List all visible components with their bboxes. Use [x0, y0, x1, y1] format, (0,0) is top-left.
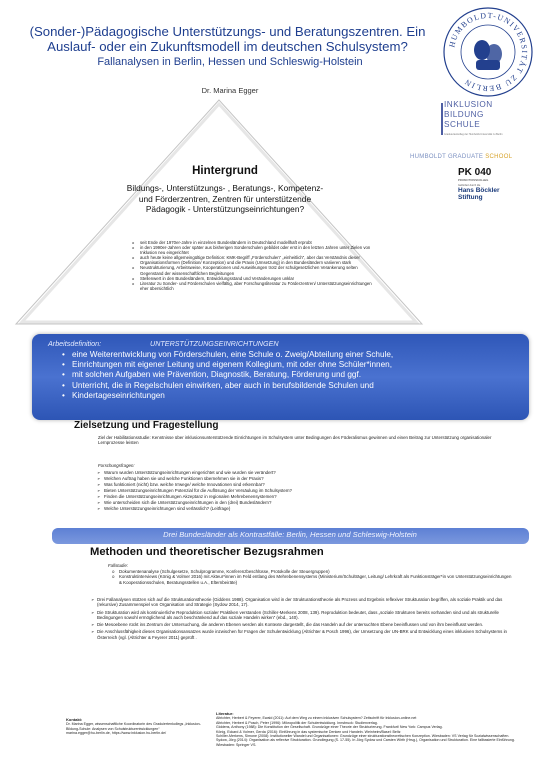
list-item: • Kindertageseinrichtungen — [62, 391, 527, 401]
literature-label: Literatur: — [216, 711, 234, 716]
forschungsfragen-label: Forschungsfragen: — [98, 463, 135, 468]
literature-entry: Sydow, Jörg (2014): Organisation als reflexive Strukturation. Grundlegung (S. 17-55). In Jörg Sydow und Carsten Wirth (Hrsg.), Organisation und Strukturation. Eine fallbasierte Einführung. Wiesbaden: Springer VS. — [216, 738, 515, 747]
methoden-text — [91, 597, 511, 642]
methoden-title: Methoden und theoretischer Bezugsrahmen — [90, 546, 324, 558]
pk-label: PROMOTIONSKOLLEG — [458, 178, 489, 182]
list-item: o Dokumentenanalyse (Schulgesetze, Schulprogramme, Konferenzbeschlüsse, Protokolle der Steuergruppen) — [112, 569, 512, 574]
pk-name-2: Stiftung — [458, 194, 483, 201]
list-item: o in den 1990er-Jahren oder später aus bisherigen Sonderschulen gebildet oder erst in den letzten Jahren unter Zielen von Inklusion neu eingerichtet — [132, 245, 380, 255]
logo-line-1: INKLUSION — [444, 100, 493, 109]
list-item: • Einrichtungen mit eigener Leitung und eigenem Kollegium, mit oder ohne Schüler*innen, — [62, 360, 527, 370]
logo-line-2: BILDUNG — [444, 110, 484, 119]
kontrast-strip-text: Drei Bundesländer als Kontrastfälle: Berlin, Hessen und Schleswig-Holstein — [163, 530, 417, 539]
methoden-paragraph: ➢ Die Mesoebene rückt ins Zentrum der Untersuchung, die anderen Ebenen werden als Kontexte dargestellt, die das Handeln auf der untersuchten Ebene beeinflussen und von ihm beeinflusst werden. — [91, 622, 511, 627]
forschungsfragen-list — [97, 470, 502, 512]
contact-line[interactable]: marina.egger@hu-berlin.de, https://www.inklusion.hu-berlin.de/ — [66, 730, 167, 735]
poster-subtitle: Fallanalysen in Berlin, Hessen und Schleswig-Holstein — [97, 56, 363, 68]
methoden-paragraph: ➢ Die Anschlussfähigkeit dieses Organisationsansatzes wurde inzwischen für Fragen der Schulentwicklung (Altrichter & Posch 1996), der Umsetzung der UN-BRK und Entwicklung eines inklusiven Schulsystems in Österreich (vgl. (Altrichter & Feyerer 2011) geprüft . — [91, 629, 511, 640]
definition-list — [62, 350, 527, 401]
svg-text:HUMBOLDT-UNIVERSITÄT ZU BERLIN: HUMBOLDT-UNIVERSITÄT ZU BERLIN — [447, 10, 530, 94]
logo-bar — [441, 103, 443, 135]
definition-heading: UNTERSTÜTZUNGSEINRICHTUNGEN — [150, 339, 279, 348]
hintergrund-list — [132, 240, 380, 291]
list-item: • mit solchen Aufgaben wie Prävention, Diagnostik, Beratung, Förderung und ggf. — [62, 370, 527, 380]
literature-block — [216, 712, 516, 747]
list-item: o auch heute keine allgemeingültige Definition: KMK-Begriff „Förderschulen“ „einheitlich“, aber das Verständnis dieser Organisationsformen (Definition/ Konzeption) und die Praxis (Umsetzung) in den Bundesländern variieren stark — [132, 255, 380, 265]
literature-entry: König, Eckard & Volmer, Gerda (2016): Einführung in das systemische Denken und Handeln. Weinheim/Basel: Beltz — [216, 729, 401, 734]
contact-label: Kontakt: — [66, 717, 83, 722]
definition-label: Arbeitsdefinition: — [48, 339, 102, 348]
methoden-paragraph: ➢ Die Strukturation wird als kontinuierliche Reproduktion sozialer Praktiken verstanden (Schiller-Merkens 2008, 139). Reproduktion bedeutet, dass „soziale Strukturen bereits vorhanden sind und als strukturelle Bedingungen sowohl ermöglichend als auch beschränkend auf das soziale Handeln wirken“ (ebd., 140). — [91, 610, 511, 621]
literature-entry: Altrichter, Herbert & Posch, Peter (1996): Mikropolitik der Schulentwicklung. Innsbruck: Studienverlag. — [216, 720, 378, 725]
fallstudie-label: Fallstudie: — [108, 563, 129, 568]
contact-block — [66, 718, 206, 735]
author-name: Dr. Marina Egger — [201, 86, 259, 95]
list-item: o Stellenwert in den Bundesländern, Entwicklungsstand und Veränderungen unklar — [132, 276, 380, 281]
pk-funding: Gefördert durch die — [458, 184, 481, 187]
pk-name-1: Hans Böckler — [458, 187, 500, 194]
list-item: o Literatur zu Sonder- und Förderschulen vielfältig, aber Forschungsliteratur zu Förderzentren/ Unterstützungseinrichtungen eher übersichtlich — [132, 281, 380, 291]
list-item: ➢ Wie unterscheiden sich die Unterstützungseinrichtungen in den (drei) Bundesländern? — [97, 500, 502, 506]
list-item: o Neustrukturierung, Arbeitsweise, Kooperationen und Auswirkungen trotz der schulgesetzlichen Verankerung selten Gegenstand der wissenschaftlichen Begleitungen — [132, 265, 380, 275]
zielsetzung-text: Ziel der Habilitationsstudie: Kenntnisse über inklusionsunterstützende Einrichtungen im Schulsystem unter Bedingungen des Föderalismus gewinnen und einen Beitrag zur Unterstützung organisationaler Lernprozesse leisten — [98, 435, 492, 446]
list-item: • eine Weiterentwicklung von Förderschulen, eine Schule o. Zweig/Abteilung einer Schule, — [62, 350, 527, 360]
fallstudie-list — [112, 569, 512, 585]
literature-entry: Schiller-Merkens, Simone (2008): Institutioneller Wandel und Organisationen: Grundzüge einer strukturationstheoretischen Konzeption. Wiesbaden: VS Verlag für Sozialwissenschaften. — [216, 734, 510, 739]
literature-entry: Altrichter, Herbert & Feyerer, Ewald (2011): Auf dem Weg zu einem inklusiven Schulsystem? Zeitschrift für Inklusion-online.net — [216, 716, 417, 721]
logo-caption: Graduiertenkolleg der Humboldt-Universität zu Berlin — [444, 133, 503, 136]
methoden-paragraph: ➢ Drei Fallanalysen stützen sich auf die Strukturationstheorie (Giddens 1988). Organisation wird in der Strukturationstheorie als Prozess und Ergebnis reflexiver Strukturation begriffen, als soziale Praktik und das (rekursive) Zusammenspiel von Organisation und Strategie (Sydow 2014, 17). — [91, 597, 511, 608]
list-item: o Konstruktinterviews (König & Volmer 2016) mit Akteur*innen im Feld entlang des Mehrebenensystems (Ministerium/Schulträger, Leitung/ Lehrkraft als Funktionsträger*in von Unterstützungseinrichtungen & Kooperationsschulen, Beratungsstellen u.A., Elternbeiräte) — [112, 574, 512, 585]
list-item: o seit Ende der 1970er-Jahre in einzelnen Bundesländern in Deutschland modellhaft erprobt — [132, 240, 380, 245]
list-item: ➢ Welchen Auftrag haben sie und welche Funktionen übernehmen sie in der Praxis? — [97, 476, 502, 482]
ibs-logo — [441, 100, 505, 138]
logo-line-3: SCHULE — [444, 120, 481, 129]
pk-number: PK 040 — [458, 167, 492, 178]
university-seal-logo — [440, 4, 536, 100]
zielsetzung-title: Zielsetzung und Fragestellung — [74, 420, 219, 431]
poster-title: (Sonder-)Pädagogische Unterstützungs- und Beratungszentren. Ein Auslauf- oder ein Zukunftsmodell im deutschen Schulsystem? — [29, 24, 426, 54]
hintergrund-subtitle: Bildungs-, Unterstützungs- , Beratungs-, Kompetenz- und Förderzentren, Zentren für unterstützende Pädagogik - Unterstützungseinrichtungen? — [126, 183, 324, 214]
list-item: ➢ Welche Unterstützungseinrichtungen sind verlässlich? (Leitfrage) — [97, 506, 502, 512]
contact-line: Dr. Marina Egger, wissenschaftliche Koordinatorin des Graduiertenkollegs „Inklusion-Bildung-Schule: Analysen von Schulstrukturentwicklungen“ — [66, 722, 201, 731]
list-item: ➢ Was funktioniert (nicht) bzw. welche Irrwege/ welche Innovationen sind erkennbar? — [97, 482, 502, 488]
boeckler-logo — [458, 168, 504, 201]
list-item: ➢ Finden die Unterstützungseinrichtungen Akzeptanz in regionalen Mehrebenensystemen? — [97, 494, 502, 500]
hgs-part-2: GRADUATE — [447, 154, 486, 160]
list-item: ➢ Warum wurden Unterstützungseinrichtungen eingerichtet und wie wurden sie verändert? — [97, 470, 502, 476]
literature-entry: Giddens, Anthony (1988): Die Konstitution der Gesellschaft. Grundzüge einer Theorie der Strukturierung. Frankfurt/ New York: Campus Verlag. — [216, 725, 443, 730]
hgs-part-3: SCHOOL — [485, 154, 513, 160]
hintergrund-title: Hintergrund — [192, 165, 258, 177]
list-item: • Unterricht, die in Regelschulen einwirken, aber auch in berufsbildende Schulen und — [62, 381, 527, 391]
hgs-part-1: HUMBOLDT — [410, 154, 448, 160]
list-item: ➢ Bieten Unterstützungseinrichtungen Potenzial für die Auflösung der Versäulung im Schulsystem? — [97, 488, 502, 494]
